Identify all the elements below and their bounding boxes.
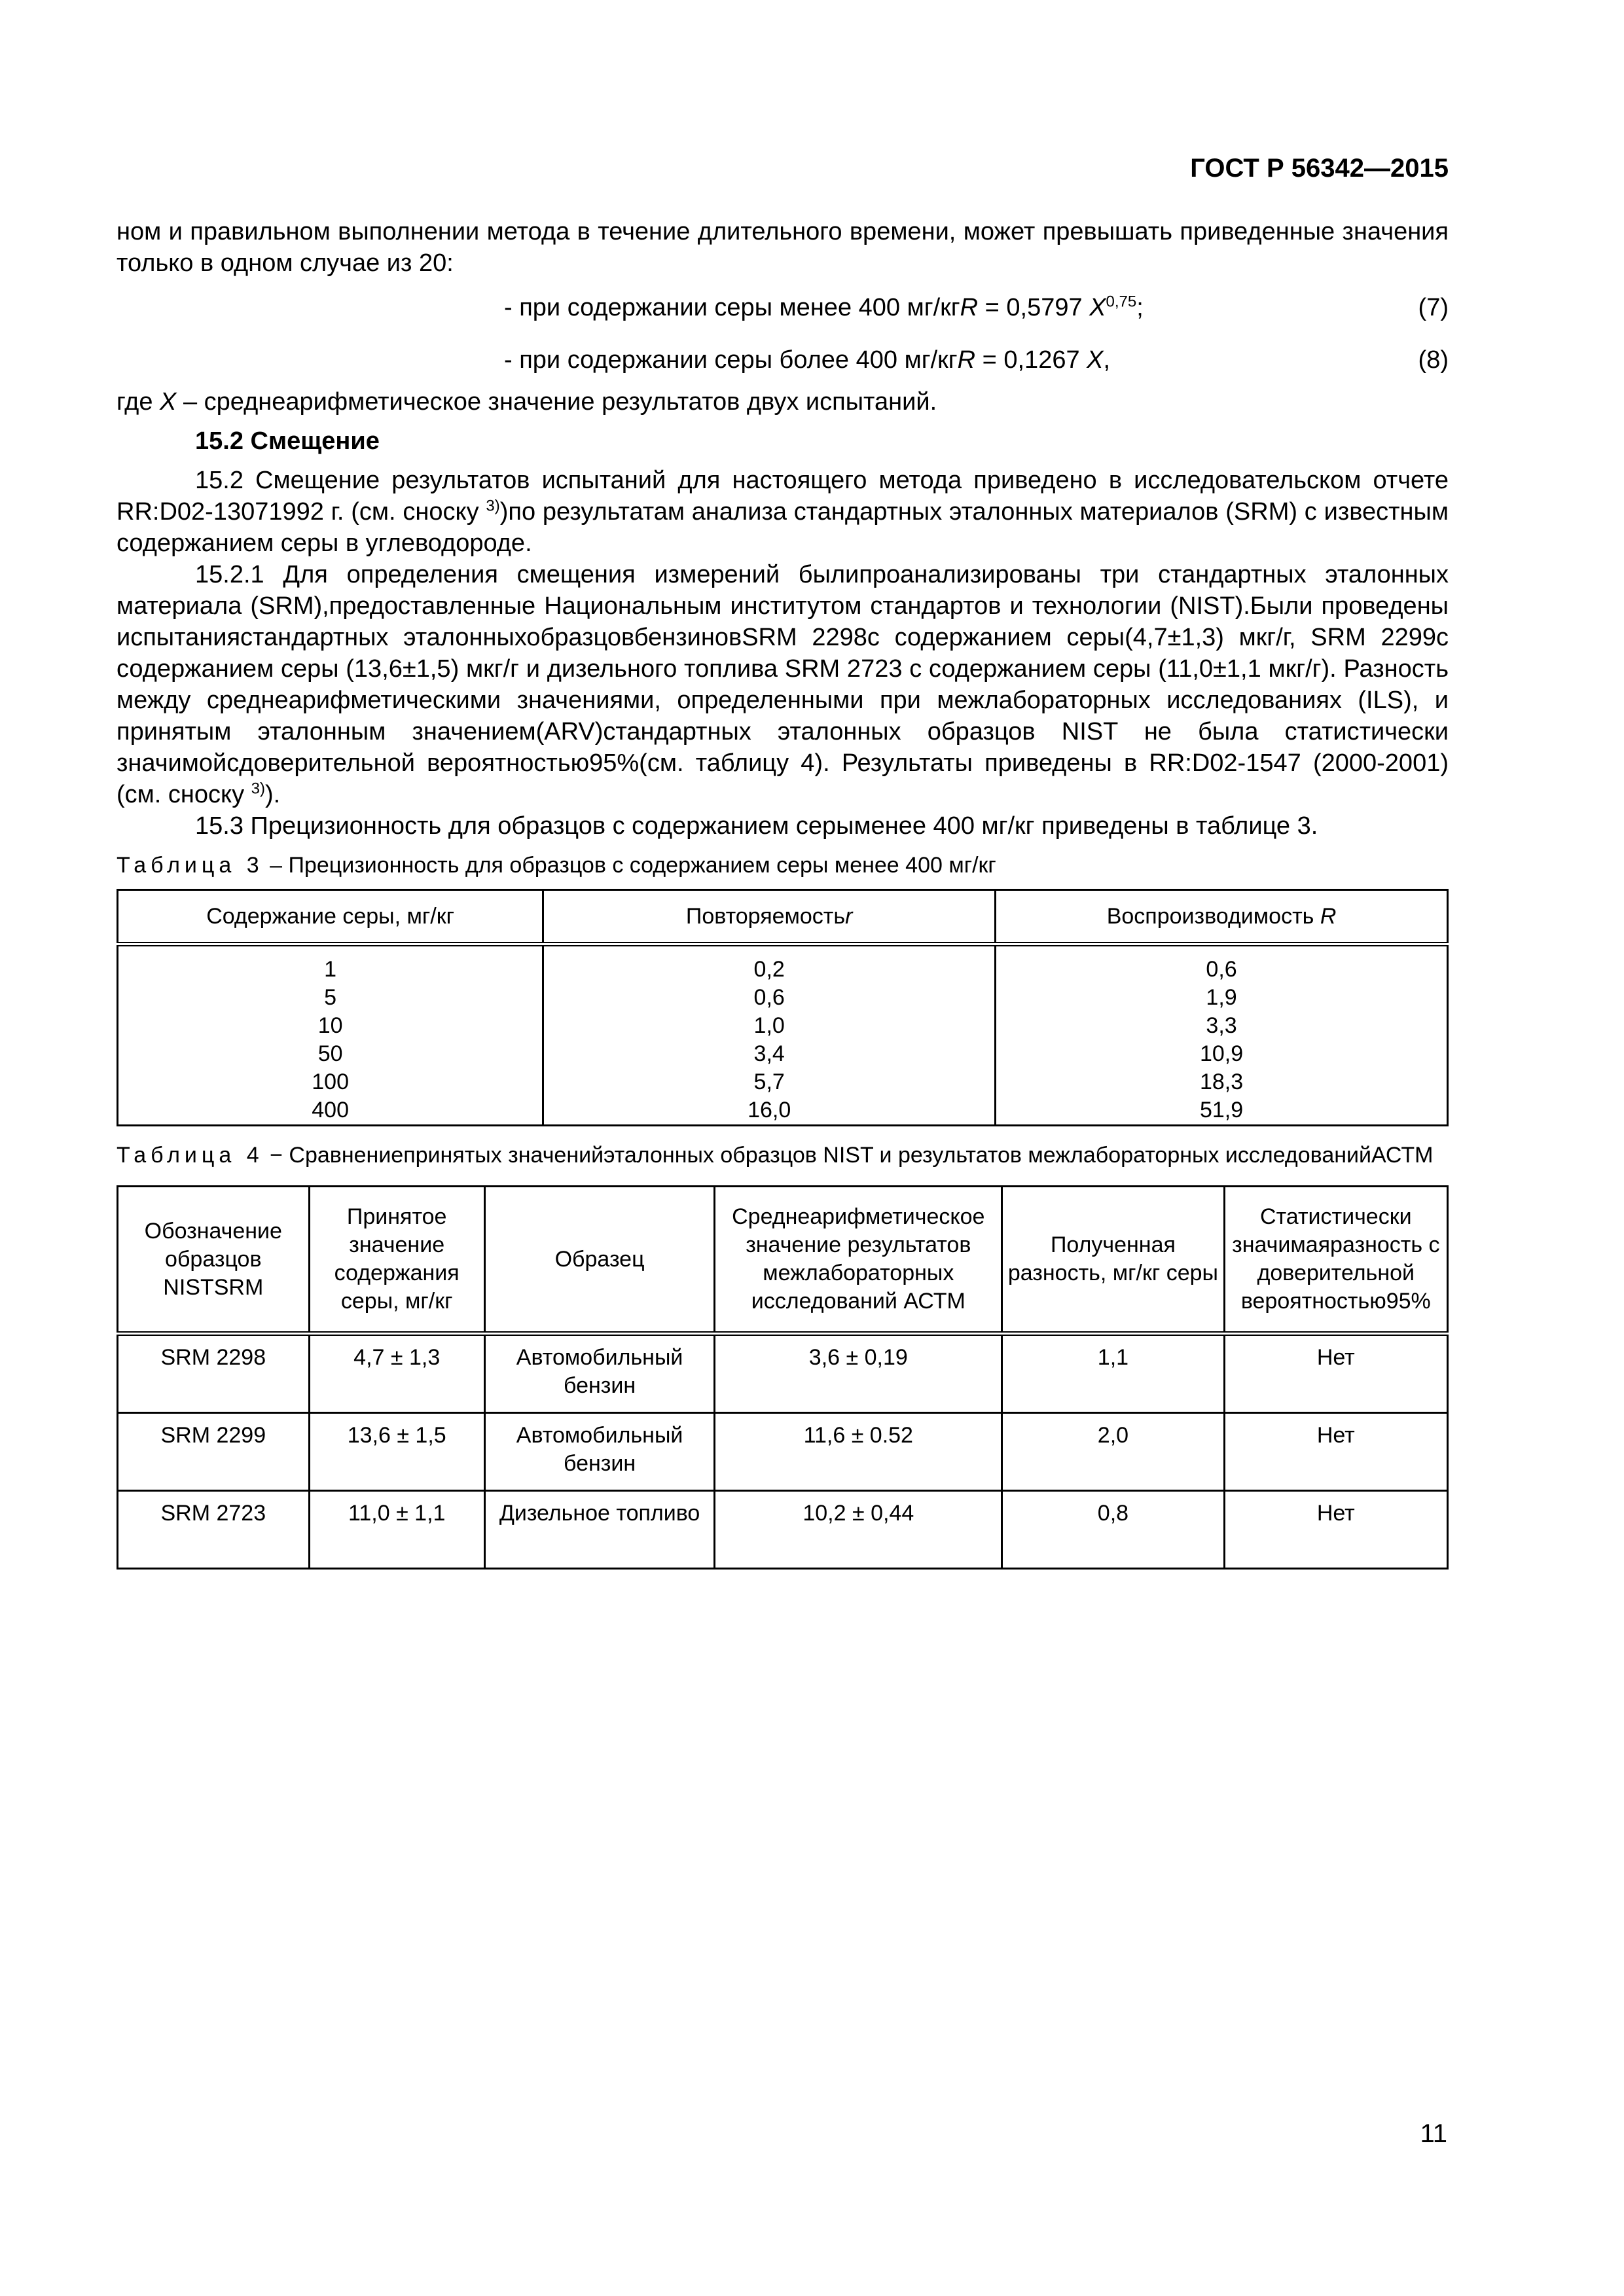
- paragraph-15-3: 15.3 Прецизионность для образцов с содержанием серыменее 400 мг/кг приведены в таблице 3.: [195, 812, 1318, 840]
- paragraph-15-2: 15.2 Смещение результатов испытаний для настоящего метода приведено в исследовательском отчете RR:D02-13071992 г. (см. сноску $^{3)}$)по результатам анализа стандартных эталонных материалов (SRM) с известным содержанием серы в углеводороде.: [117, 467, 1449, 557]
- table-4-header-significance: Статистически значимаяразность с доверительной вероятностью95%: [1224, 1187, 1447, 1334]
- section-heading: 15.2 Смещение: [195, 427, 380, 455]
- table-cell: Нет: [1224, 1491, 1447, 1569]
- where-clause: где X – среднеарифметическое значение результатов двух испытаний.: [117, 388, 937, 416]
- table-cell: Дизельное топливо: [484, 1491, 715, 1569]
- table-4-header-ils-mean: Среднеарифметическое значение результатов межлабораторных исследований АСТМ: [715, 1187, 1002, 1334]
- formula-8-text: - при содержании серы более 400 мг/кгR = 0,1267 X,: [504, 346, 1111, 374]
- table-4-caption: Таблица 4 − Сравнениепринятых значенийэталонных образцов NIST и результатов межлабораторных исследованийАСТМ: [117, 1143, 1434, 1168]
- document-body: [117, 216, 1449, 1570]
- table-row: [118, 1334, 1448, 1413]
- table-3-reproducibility-values: 0,6 1,9 3,3 10,9 18,3 51,9: [996, 944, 1448, 1126]
- table-cell: 3,6 ± 0,19: [715, 1334, 1002, 1413]
- table-3-header-reproducibility: Воспроизводимость R: [996, 890, 1448, 944]
- document-code: ГОСТ Р 56342—2015: [1190, 154, 1449, 183]
- table-row: [118, 1413, 1448, 1491]
- table-3-repeatability-values: 0,2 0,6 1,0 3,4 5,7 16,0: [543, 944, 996, 1126]
- table-cell: 10,2 ± 0,44: [715, 1491, 1002, 1569]
- page-number: 11: [1420, 2119, 1447, 2148]
- table-3-header-content: Содержание серы, мг/кг: [118, 890, 543, 944]
- table-cell: 11,0 ± 1,1: [309, 1491, 484, 1569]
- table-cell: 4,7 ± 1,3: [309, 1334, 484, 1413]
- formula-8: [117, 336, 1449, 384]
- table-cell: 13,6 ± 1,5: [309, 1413, 484, 1491]
- table-cell: SRM 2723: [118, 1491, 310, 1569]
- table-3-caption: Таблица 3 – Прецизионность для образцов с содержанием серы менее 400 мг/кг: [117, 853, 996, 878]
- table-4-header-accepted-value: Принятое значение содержания серы, мг/кг: [309, 1187, 484, 1334]
- table-3-header-repeatability: Повторяемостьr: [543, 890, 996, 944]
- formula-8-number: (8): [1418, 346, 1449, 374]
- table-4-header-designation: Обозначение образцов NISTSRM: [118, 1187, 310, 1334]
- table-cell: 2,0: [1002, 1413, 1224, 1491]
- formula-7: [117, 284, 1449, 331]
- table-cell: Нет: [1224, 1334, 1447, 1413]
- table-4-header-sample: Образец: [484, 1187, 715, 1334]
- table-3: [117, 889, 1449, 1126]
- table-4-header-difference: Полученная разность, мг/кг серы: [1002, 1187, 1224, 1334]
- paragraph-15-2-1: 15.2.1 Для определения смещения измерений былипроанализированы три стандартных эталонных материала (SRM),предоставленные Национальным институтом стандартов и технологии (NIST).Были проведены испытаниястандартных эталонныхобразцовбензиновSRM 2298c содержанием серы(4,7±1,3) мкг/г, SRM 2299c содержанием серы (13,6±1,5) мкг/г и дизельного топлива SRM 2723 с содержанием серы (11,0±1,1 мкг/г). Разность между среднеарифметическими значениями, определенными при межлабораторных исследованиях (ILS), и принятым эталонным значением(ARV)стандартных эталонных образцов NIST не была статистически значимойсдоверительной вероятностью95%(см. таблицу 4). Результаты приведены в RR:D02-1547 (2000-2001) (см. сноску $^{3)}$).: [117, 561, 1449, 808]
- table-cell: 0,8: [1002, 1491, 1224, 1569]
- table-cell: SRM 2299: [118, 1413, 310, 1491]
- continuation-paragraph: ном и правильном выполнении метода в течение длительного времени, может превышать приведенные значения только в одном случае из 20:: [117, 218, 1449, 277]
- table-cell: Автомобильный бензин: [484, 1413, 715, 1491]
- table-cell: SRM 2298: [118, 1334, 310, 1413]
- table-cell: 1,1: [1002, 1334, 1224, 1413]
- table-row: [118, 944, 1448, 1126]
- table-cell: 11,6 ± 0.52: [715, 1413, 1002, 1491]
- table-cell: Автомобильный бензин: [484, 1334, 715, 1413]
- table-cell: Нет: [1224, 1413, 1447, 1491]
- table-4: [117, 1185, 1449, 1570]
- table-row: [118, 1491, 1448, 1569]
- table-3-content-values: 1 5 10 50 100 400: [118, 944, 543, 1126]
- formula-7-text: - при содержании серы менее 400 мг/кгR = 0,5797 X$^{0,75}$;: [504, 293, 1144, 321]
- formula-7-number: (7): [1418, 294, 1449, 321]
